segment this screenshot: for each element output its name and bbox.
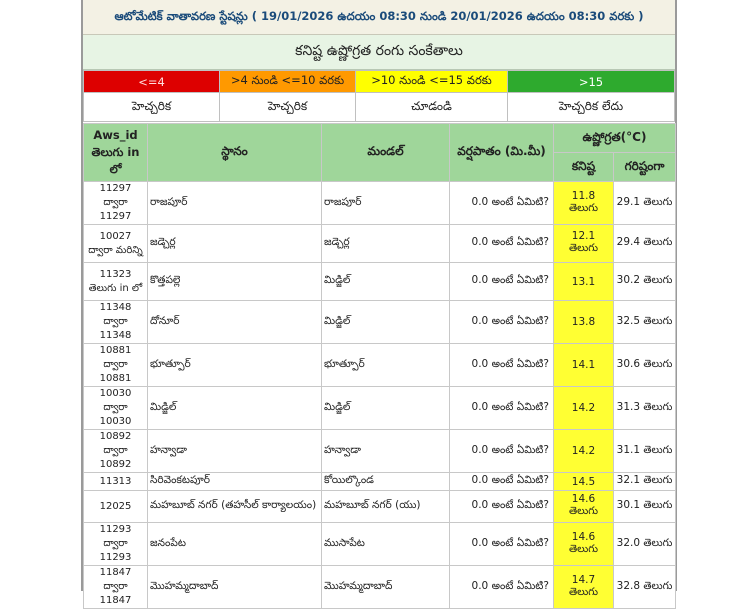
cell-mandal: ముసాపేట	[322, 523, 450, 566]
cell-max-temp: 31.3 తెలుగు	[614, 387, 676, 430]
header-min: కనిష్ట	[554, 153, 614, 182]
cell-max-temp: 32.1 తెలుగు	[614, 473, 676, 491]
cell-rainfall: 0.0 అంటే ఏమిటి?	[450, 566, 554, 609]
cell-mandal: హన్వాడా	[322, 430, 450, 473]
cell-aws-id: 10881 ద్వారా 10881	[84, 344, 148, 387]
legend-label-1: హెచ్చరిక	[84, 93, 220, 122]
table-row	[84, 263, 676, 301]
cell-mandal: మిడ్జిల్	[322, 301, 450, 344]
cell-station: జడ్చెర్ల	[148, 225, 322, 263]
table-row	[84, 473, 676, 491]
cell-station: హన్వాడా	[148, 430, 322, 473]
legend-table	[83, 70, 675, 122]
header-mandal: మండల్	[322, 124, 450, 182]
legend-label-4: హెచ్చరిక లేదు	[508, 93, 675, 122]
table-row	[84, 387, 676, 430]
weather-table	[83, 123, 676, 609]
cell-rainfall: 0.0 అంటే ఏమిటి?	[450, 387, 554, 430]
cell-aws-id: 12025	[84, 491, 148, 523]
cell-aws-id: 11323 తెలుగు in లో	[84, 263, 148, 301]
cell-aws-id: 11847 ద్వారా 11847	[84, 566, 148, 609]
cell-min-temp: 12.1 తెలుగు	[554, 225, 614, 263]
header-aws-id: Aws_id తెలుగు in లో	[84, 124, 148, 182]
cell-mandal: మిడ్జిల్	[322, 263, 450, 301]
cell-min-temp: 14.2	[554, 387, 614, 430]
cell-min-temp: 14.6 తెలుగు	[554, 491, 614, 523]
cell-station: దోనూర్	[148, 301, 322, 344]
cell-min-temp: 14.5	[554, 473, 614, 491]
legend-range-1: <=4	[84, 71, 220, 93]
cell-max-temp: 30.2 తెలుగు	[614, 263, 676, 301]
cell-rainfall: 0.0 అంటే ఏమిటి?	[450, 301, 554, 344]
cell-aws-id: 11297 ద్వారా 11297	[84, 182, 148, 225]
cell-rainfall: 0.0 అంటే ఏమిటి?	[450, 430, 554, 473]
cell-rainfall: 0.0 అంటే ఏమిటి?	[450, 473, 554, 491]
cell-min-temp: 13.1	[554, 263, 614, 301]
cell-station: జనంపేట	[148, 523, 322, 566]
header-rainfall: వర్షపాతం (మి.మీ)	[450, 124, 554, 182]
cell-max-temp: 32.8 తెలుగు	[614, 566, 676, 609]
cell-max-temp: 29.4 తెలుగు	[614, 225, 676, 263]
table-row	[84, 344, 676, 387]
legend-range-4: >15	[508, 71, 675, 93]
cell-rainfall: 0.0 అంటే ఏమిటి?	[450, 263, 554, 301]
cell-min-temp: 11.8 తెలుగు	[554, 182, 614, 225]
cell-min-temp: 13.8	[554, 301, 614, 344]
cell-rainfall: 0.0 అంటే ఏమిటి?	[450, 523, 554, 566]
header-station: స్థానం	[148, 124, 322, 182]
table-row	[84, 225, 676, 263]
cell-aws-id: 11293 ద్వారా 11293	[84, 523, 148, 566]
cell-station: మిడ్జిల్	[148, 387, 322, 430]
cell-aws-id: 10030 ద్వారా 10030	[84, 387, 148, 430]
cell-min-temp: 14.1	[554, 344, 614, 387]
cell-mandal: మహబూబ్ నగర్ (యు)	[322, 491, 450, 523]
cell-max-temp: 30.1 తెలుగు	[614, 491, 676, 523]
cell-mandal: కోయిల్కొండ	[322, 473, 450, 491]
cell-station: మొహమ్మదాబాద్	[148, 566, 322, 609]
cell-min-temp: 14.7 తెలుగు	[554, 566, 614, 609]
cell-mandal: భూత్పూర్	[322, 344, 450, 387]
cell-mandal: మొహమ్మదాబాద్	[322, 566, 450, 609]
table-row	[84, 301, 676, 344]
cell-max-temp: 30.6 తెలుగు	[614, 344, 676, 387]
cell-min-temp: 14.2	[554, 430, 614, 473]
cell-min-temp: 14.6 తెలుగు	[554, 523, 614, 566]
report-frame	[81, 0, 677, 606]
legend-label-3: చూడండి	[356, 93, 508, 122]
cell-mandal: రాజపూర్	[322, 182, 450, 225]
cell-station: భూత్పూర్	[148, 344, 322, 387]
table-row	[84, 523, 676, 566]
table-row	[84, 566, 676, 609]
cell-max-temp: 29.1 తెలుగు	[614, 182, 676, 225]
header-temperature: ఉష్ణోగ్రత(°C)	[554, 124, 676, 153]
cell-aws-id: 11313	[84, 473, 148, 491]
table-row	[84, 491, 676, 523]
table-row	[84, 430, 676, 473]
cell-aws-id: 10027 ద్వారా మరిన్ని	[84, 225, 148, 263]
cell-station: మహబూబ్ నగర్ (తహసీల్ కార్యాలయం)	[148, 491, 322, 523]
cell-max-temp: 31.1 తెలుగు	[614, 430, 676, 473]
cell-aws-id: 10892 ద్వారా 10892	[84, 430, 148, 473]
cell-rainfall: 0.0 అంటే ఏమిటి?	[450, 491, 554, 523]
cell-max-temp: 32.0 తెలుగు	[614, 523, 676, 566]
legend-range-2: >4 నుండి <=10 వరకు	[220, 71, 356, 93]
cell-max-temp: 32.5 తెలుగు	[614, 301, 676, 344]
table-row	[84, 182, 676, 225]
legend-label-2: హెచ్చరిక	[220, 93, 356, 122]
page-title: ఆటోమేటిక్ వాతావరణ స్టేషన్లు ( 19/01/2026 ఉదయం 08:30 నుండి 20/01/2026 ఉదయం 08:30 వరకు )	[83, 0, 675, 35]
header-max: గరిష్టంగా	[614, 153, 676, 182]
cell-rainfall: 0.0 అంటే ఏమిటి?	[450, 344, 554, 387]
cell-mandal: జడ్చెర్ల	[322, 225, 450, 263]
cell-station: రాజపూర్	[148, 182, 322, 225]
cell-aws-id: 11348 ద్వారా 11348	[84, 301, 148, 344]
cell-station: కొత్తపల్లె	[148, 263, 322, 301]
legend-range-3: >10 నుండి <=15 వరకు	[356, 71, 508, 93]
cell-station: సిరివెంకటపూర్	[148, 473, 322, 491]
legend-title: కనిష్ట ఉష్ణోగ్రత రంగు సంకేతాలు	[83, 35, 675, 70]
cell-rainfall: 0.0 అంటే ఏమిటి?	[450, 182, 554, 225]
cell-mandal: మిడ్జిల్	[322, 387, 450, 430]
cell-rainfall: 0.0 అంటే ఏమిటి?	[450, 225, 554, 263]
